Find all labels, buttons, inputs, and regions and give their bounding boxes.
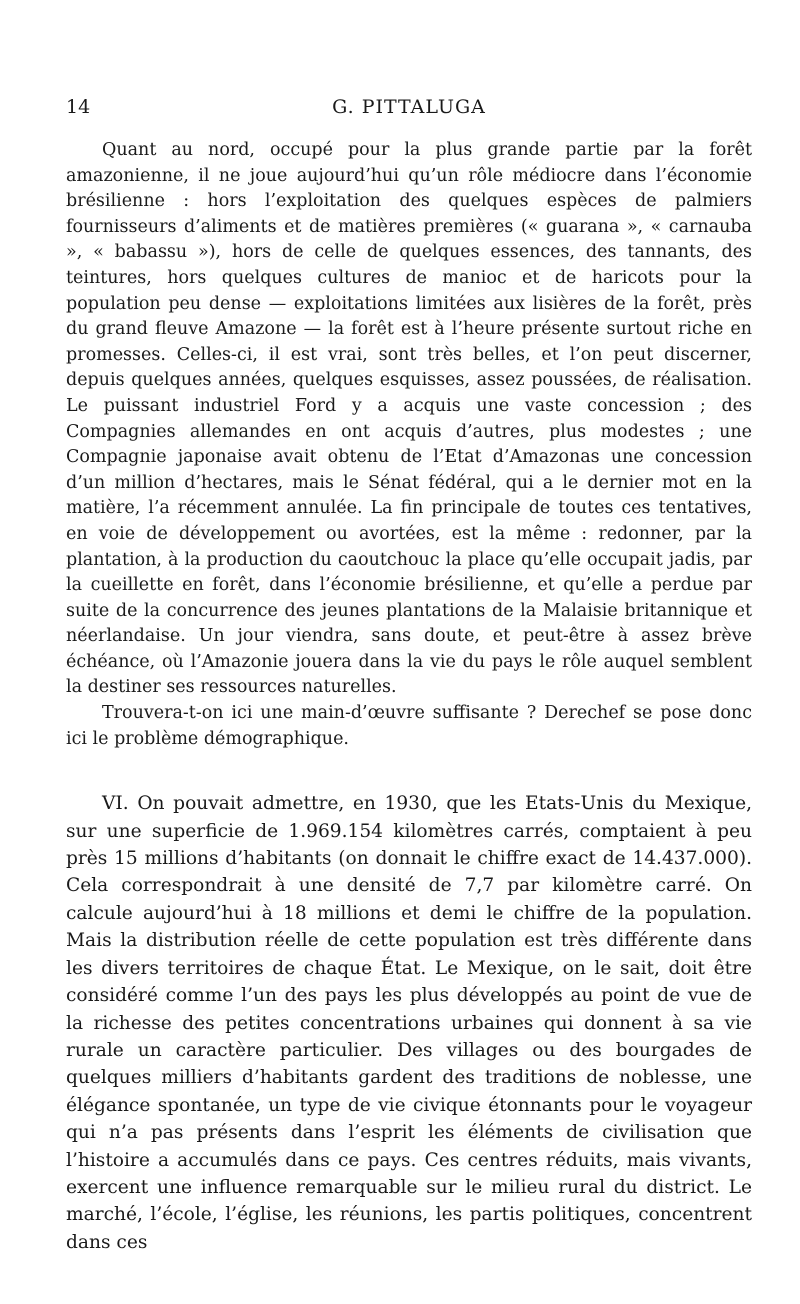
book-page — [66, 96, 752, 1256]
section-vi-paragraph: VI. On pouvait admettre, en 1930, que les Etats-Unis du Mexique, sur une superficie de 1.969.154 kilomètres carrés, comptaient à peu près 15 millions d’habitants (on donnait le chiffre exact de 14.437.000). Cela correspondrait à une densité de 7,7 par kilomètre carré. On calcule aujourd’hui à 18 millions et demi le chiffre de la population. Mais la distribution réelle de cette population est très différente dans les divers territoires de chaque État. Le Mexique, on le sait, doit être considéré comme l’un des pays les plus développés au point de vue de la richesse des petites concentrations urbaines qui donnent à sa vie rurale un caractère particulier. Des villages ou des bourgades de quelques milliers d’habitants gardent des traditions de noblesse, une élégance spontanée, un type de vie civique étonnants pour le voyageur qui n’a pas présents dans l’esprit les éléments de civilisation que l’histoire a accumulés dans ce pays. Ces centres réduits, mais vivants, exercent une influence remarquable sur le milieu rural du district. Le marché, l’école, l’église, les réunions, les partis politiques, concentrent dans ces — [66, 793, 752, 1253]
page-number: 14 — [66, 96, 91, 118]
page-header — [66, 96, 752, 124]
paragraph-main-d-oeuvre: Trouvera-t-on ici une main-d’œuvre suffisante ? Derechef se pose donc ici le problème démographique. — [66, 703, 752, 749]
section-spacer — [66, 752, 752, 790]
paragraph-amazonie: Quant au nord, occupé pour la plus grande partie par la forêt amazonienne, il ne joue aujourd’hui qu’un rôle médiocre dans l’économie brésilienne : hors l’exploitation des quelques espèces de palmiers fournisseurs d’aliments et de matières premières (« guarana », « carnauba », « babassu »), hors de celle de quelques essences, des tannants, des teintures, hors quelques cultures de manioc et de haricots pour la population peu dense — exploitations limitées aux lisières de la forêt, près du grand fleuve Amazone — la forêt est à l’heure présente surtout riche en promesses. Celles-ci, il est vrai, sont très belles, et l’on peut discerner, depuis quelques années, quelques esquisses, assez poussées, de réalisation. Le puissant industriel Ford y a acquis une vaste concession ; des Compagnies allemandes en ont acquis d’autres, plus modestes ; une Compagnie japonaise avait obtenu de l’Etat d’Amazonas une concession d’un million d’hectares, mais le Sénat fédéral, qui a le dernier mot en la matière, l’a récemment annulée. La fin principale de toutes ces tentatives, en voie de développement ou avortées, est la même : redonner, par la plantation, à la production du caoutchouc la place qu’elle occupait jadis, par la cueillette en forêt, dans l’économie brésilienne, et qu’elle a perdue par suite de la concurrence des jeunes plantations de la Malaisie britannique et néerlandaise. Un jour viendra, sans doute, et peut-être à assez brève échéance, où l’Amazonie jouera dans la vie du pays le rôle auquel semblent la destiner ses ressources naturelles. — [66, 140, 752, 698]
running-head: G. PITTALUGA — [332, 96, 486, 118]
